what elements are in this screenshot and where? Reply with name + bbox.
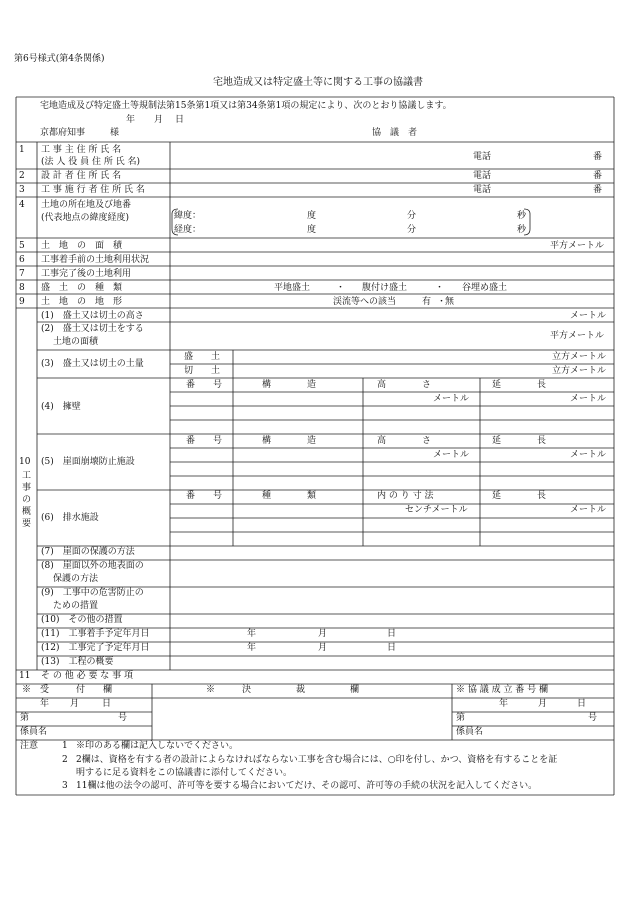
separator-dot: ・: [437, 297, 447, 307]
row-2-phone: 電話: [473, 171, 492, 181]
note-2-number: 2: [62, 755, 68, 765]
page-title: 宅地造成又は特定盛土等に関する工事の協議書: [213, 77, 423, 88]
side-label-char: 要: [22, 519, 32, 529]
col-number: 番 号: [186, 436, 223, 446]
row-10-number: 10: [19, 457, 31, 467]
note-2-cont: 明するに足る資料をこの協議書に添付してください。: [76, 768, 293, 778]
row-3-phone: 電話: [473, 185, 492, 195]
length-unit: メートル: [570, 505, 607, 515]
end-day: 日: [387, 643, 397, 653]
note-2: 2欄は、資格を有する者の設計によらなければならない工事を含む場合には、○印を付し、かつ、資格を有することを証: [76, 755, 558, 765]
item-9-label-sub: ための措置: [53, 601, 99, 611]
date-month: 月: [154, 115, 164, 125]
end-month: 月: [318, 643, 328, 653]
fill-type-side: 腹付け盛土: [362, 283, 408, 293]
row-6-number: 6: [19, 255, 25, 265]
side-label-char: 工: [22, 471, 32, 481]
row-5-unit: 平方メートル: [550, 241, 605, 251]
col-number: 番 号: [186, 380, 223, 390]
side-label-char: の: [22, 495, 32, 505]
lon-min: 分: [407, 225, 417, 235]
decision-header: ※ 決 裁 欄: [206, 685, 360, 695]
col-structure: 構 造: [262, 436, 317, 446]
length-unit: メートル: [570, 394, 607, 404]
item-12-label: (12) 工事完了予定年月日: [41, 643, 150, 653]
item-6-label: (6) 排水施設: [41, 513, 99, 523]
lon-sec: 秒: [517, 225, 527, 235]
separator-dot: ・: [336, 283, 346, 293]
col-number: 番 号: [186, 491, 223, 501]
note-1-number: 1: [62, 741, 68, 751]
row-11-number: 11: [19, 671, 31, 681]
notes-label: 注意: [20, 741, 39, 751]
row-7-number: 7: [19, 269, 25, 279]
agreement-header: ※ 協 議 成 立 番 号 欄: [456, 685, 549, 695]
col-length: 延 長: [492, 436, 547, 446]
height-unit: メートル: [433, 394, 470, 404]
item-1-label: (1) 盛土又は切土の高さ: [41, 311, 144, 321]
item-8-label: (8) 崖面以外の地表面の: [41, 561, 144, 571]
separator-dot: ・: [435, 283, 445, 293]
row-7-label: 工事完了後の土地利用: [41, 269, 132, 279]
receipt-staff: 係員名: [20, 727, 48, 737]
row-1-label: 工 事 主 住 所 氏 名: [41, 145, 122, 155]
start-month: 月: [318, 629, 328, 639]
start-day: 日: [387, 629, 397, 639]
row-1-number: 1: [19, 145, 25, 155]
row-2-label: 設 計 者 住 所 氏 名: [41, 171, 122, 181]
side-label-char: 概: [22, 507, 32, 517]
row-4-label: 土地の所在地及び地番: [41, 200, 132, 210]
col-height: 高 さ: [377, 436, 432, 446]
row-3-label: 工 事 施 行 者 住 所 氏 名: [41, 185, 145, 195]
fill-unit: 立方メートル: [552, 352, 607, 362]
row-3-number: 3: [19, 185, 25, 195]
note-1: ※印のある欄は記入しないでください。: [76, 741, 239, 751]
item-2-label-sub: 土地の面積: [53, 337, 99, 347]
row-8-label: 盛 土 の 種 類: [41, 283, 123, 293]
item-2-unit: 平方メートル: [550, 331, 605, 341]
row-9-label: 土 地 の 地 形: [41, 297, 123, 307]
col-length: 延 長: [492, 380, 547, 390]
start-year: 年: [247, 629, 257, 639]
receipt-go: 号: [118, 713, 128, 723]
col-height: 高 さ: [377, 380, 432, 390]
honorific: 様: [110, 128, 120, 138]
lat-min: 分: [407, 211, 417, 221]
item-8-label-sub: 保護の方法: [53, 574, 99, 584]
col-length: 延 長: [492, 491, 547, 501]
option-yes: 有: [422, 297, 432, 307]
lat-sec: 秒: [517, 211, 527, 221]
row-1-ban: 番: [593, 152, 603, 162]
size-unit: センチメートル: [405, 505, 468, 515]
col-structure: 構 造: [262, 380, 317, 390]
row-11-label: そ の 他 必 要 な 事 項: [41, 671, 134, 681]
item-2-label: (2) 盛土又は切土をする: [41, 324, 144, 334]
agree-go: 号: [588, 713, 598, 723]
fill-label: 盛 土: [184, 352, 221, 362]
col-type: 種 類: [262, 491, 317, 501]
cut-label: 切 土: [184, 366, 221, 376]
row-2-number: 2: [19, 171, 25, 181]
date-day: 日: [175, 115, 185, 125]
item-5-label: (5) 崖面崩壊防止施設: [41, 457, 135, 467]
intro-text: 宅地造成及び特定盛土等規制法第15条第1項又は第34条第1項の規定により、次のとおり協議します。: [40, 101, 452, 111]
lon-deg: 度: [307, 225, 317, 235]
latitude-label: 緯度：: [174, 211, 202, 221]
receipt-header: ※ 受 付 欄: [22, 685, 113, 695]
row-8-number: 8: [19, 283, 25, 293]
fill-type-flat: 平地盛土: [274, 283, 311, 293]
agree-dai: 第: [456, 713, 466, 723]
end-year: 年: [247, 643, 257, 653]
row-2-ban: 番: [593, 171, 603, 181]
row-1-phone: 電話: [473, 152, 492, 162]
receipt-month: 月: [70, 699, 80, 709]
lat-deg: 度: [307, 211, 317, 221]
stream-applicable: 渓流等への該当: [333, 297, 397, 307]
row-4-number: 4: [19, 200, 25, 210]
agree-month: 月: [538, 699, 548, 709]
item-7-label: (7) 崖面の保護の方法: [41, 547, 135, 557]
row-6-label: 工事着手前の土地利用状況: [41, 255, 150, 265]
item-3-label: (3) 盛土又は切土の土量: [41, 359, 144, 369]
row-1-label-sub: (法 人 役 員 住 所 氏 名): [41, 157, 141, 167]
agree-day: 日: [577, 699, 587, 709]
agree-year: 年: [499, 699, 509, 709]
row-3-ban: 番: [593, 185, 603, 195]
note-3: 11欄は他の法令の認可、許可等を要する場合においてだけ、その認可、許可等の手続の状況を記入してください。: [76, 781, 538, 791]
date-year: 年: [126, 115, 136, 125]
item-1-unit: メートル: [570, 311, 607, 321]
height-unit: メートル: [433, 450, 470, 460]
row-5-label: 土 地 の 面 積: [41, 241, 123, 251]
side-label-char: 事: [22, 483, 32, 493]
row-5-number: 5: [19, 241, 25, 251]
submitter-label: 協 議 者: [372, 128, 418, 138]
item-13-label: (13) 工程の概要: [41, 657, 114, 667]
cut-unit: 立方メートル: [552, 366, 607, 376]
item-10-label: (10) その他の措置: [41, 615, 123, 625]
receipt-year: 年: [40, 699, 50, 709]
receipt-dai: 第: [20, 713, 30, 723]
item-9-label: (9) 工事中の危害防止の: [41, 588, 144, 598]
addressee: 京都府知事: [40, 128, 86, 138]
length-unit: メートル: [570, 450, 607, 460]
fill-type-valley: 谷埋め盛土: [462, 283, 508, 293]
row-4-label-sub: (代表地点の緯度経度): [41, 213, 130, 223]
option-no: 無: [445, 297, 455, 307]
item-11-label: (11) 工事着手予定年月日: [41, 629, 150, 639]
agree-staff: 係員名: [456, 727, 484, 737]
note-3-number: 3: [62, 781, 68, 791]
longitude-label: 経度：: [174, 225, 202, 235]
form-number: 第6号様式(第4条関係): [14, 54, 105, 64]
col-inner-size: 内 の り 寸 法: [377, 491, 434, 501]
item-4-label: (4) 擁壁: [41, 402, 81, 412]
receipt-day: 日: [102, 699, 112, 709]
row-9-number: 9: [19, 297, 25, 307]
